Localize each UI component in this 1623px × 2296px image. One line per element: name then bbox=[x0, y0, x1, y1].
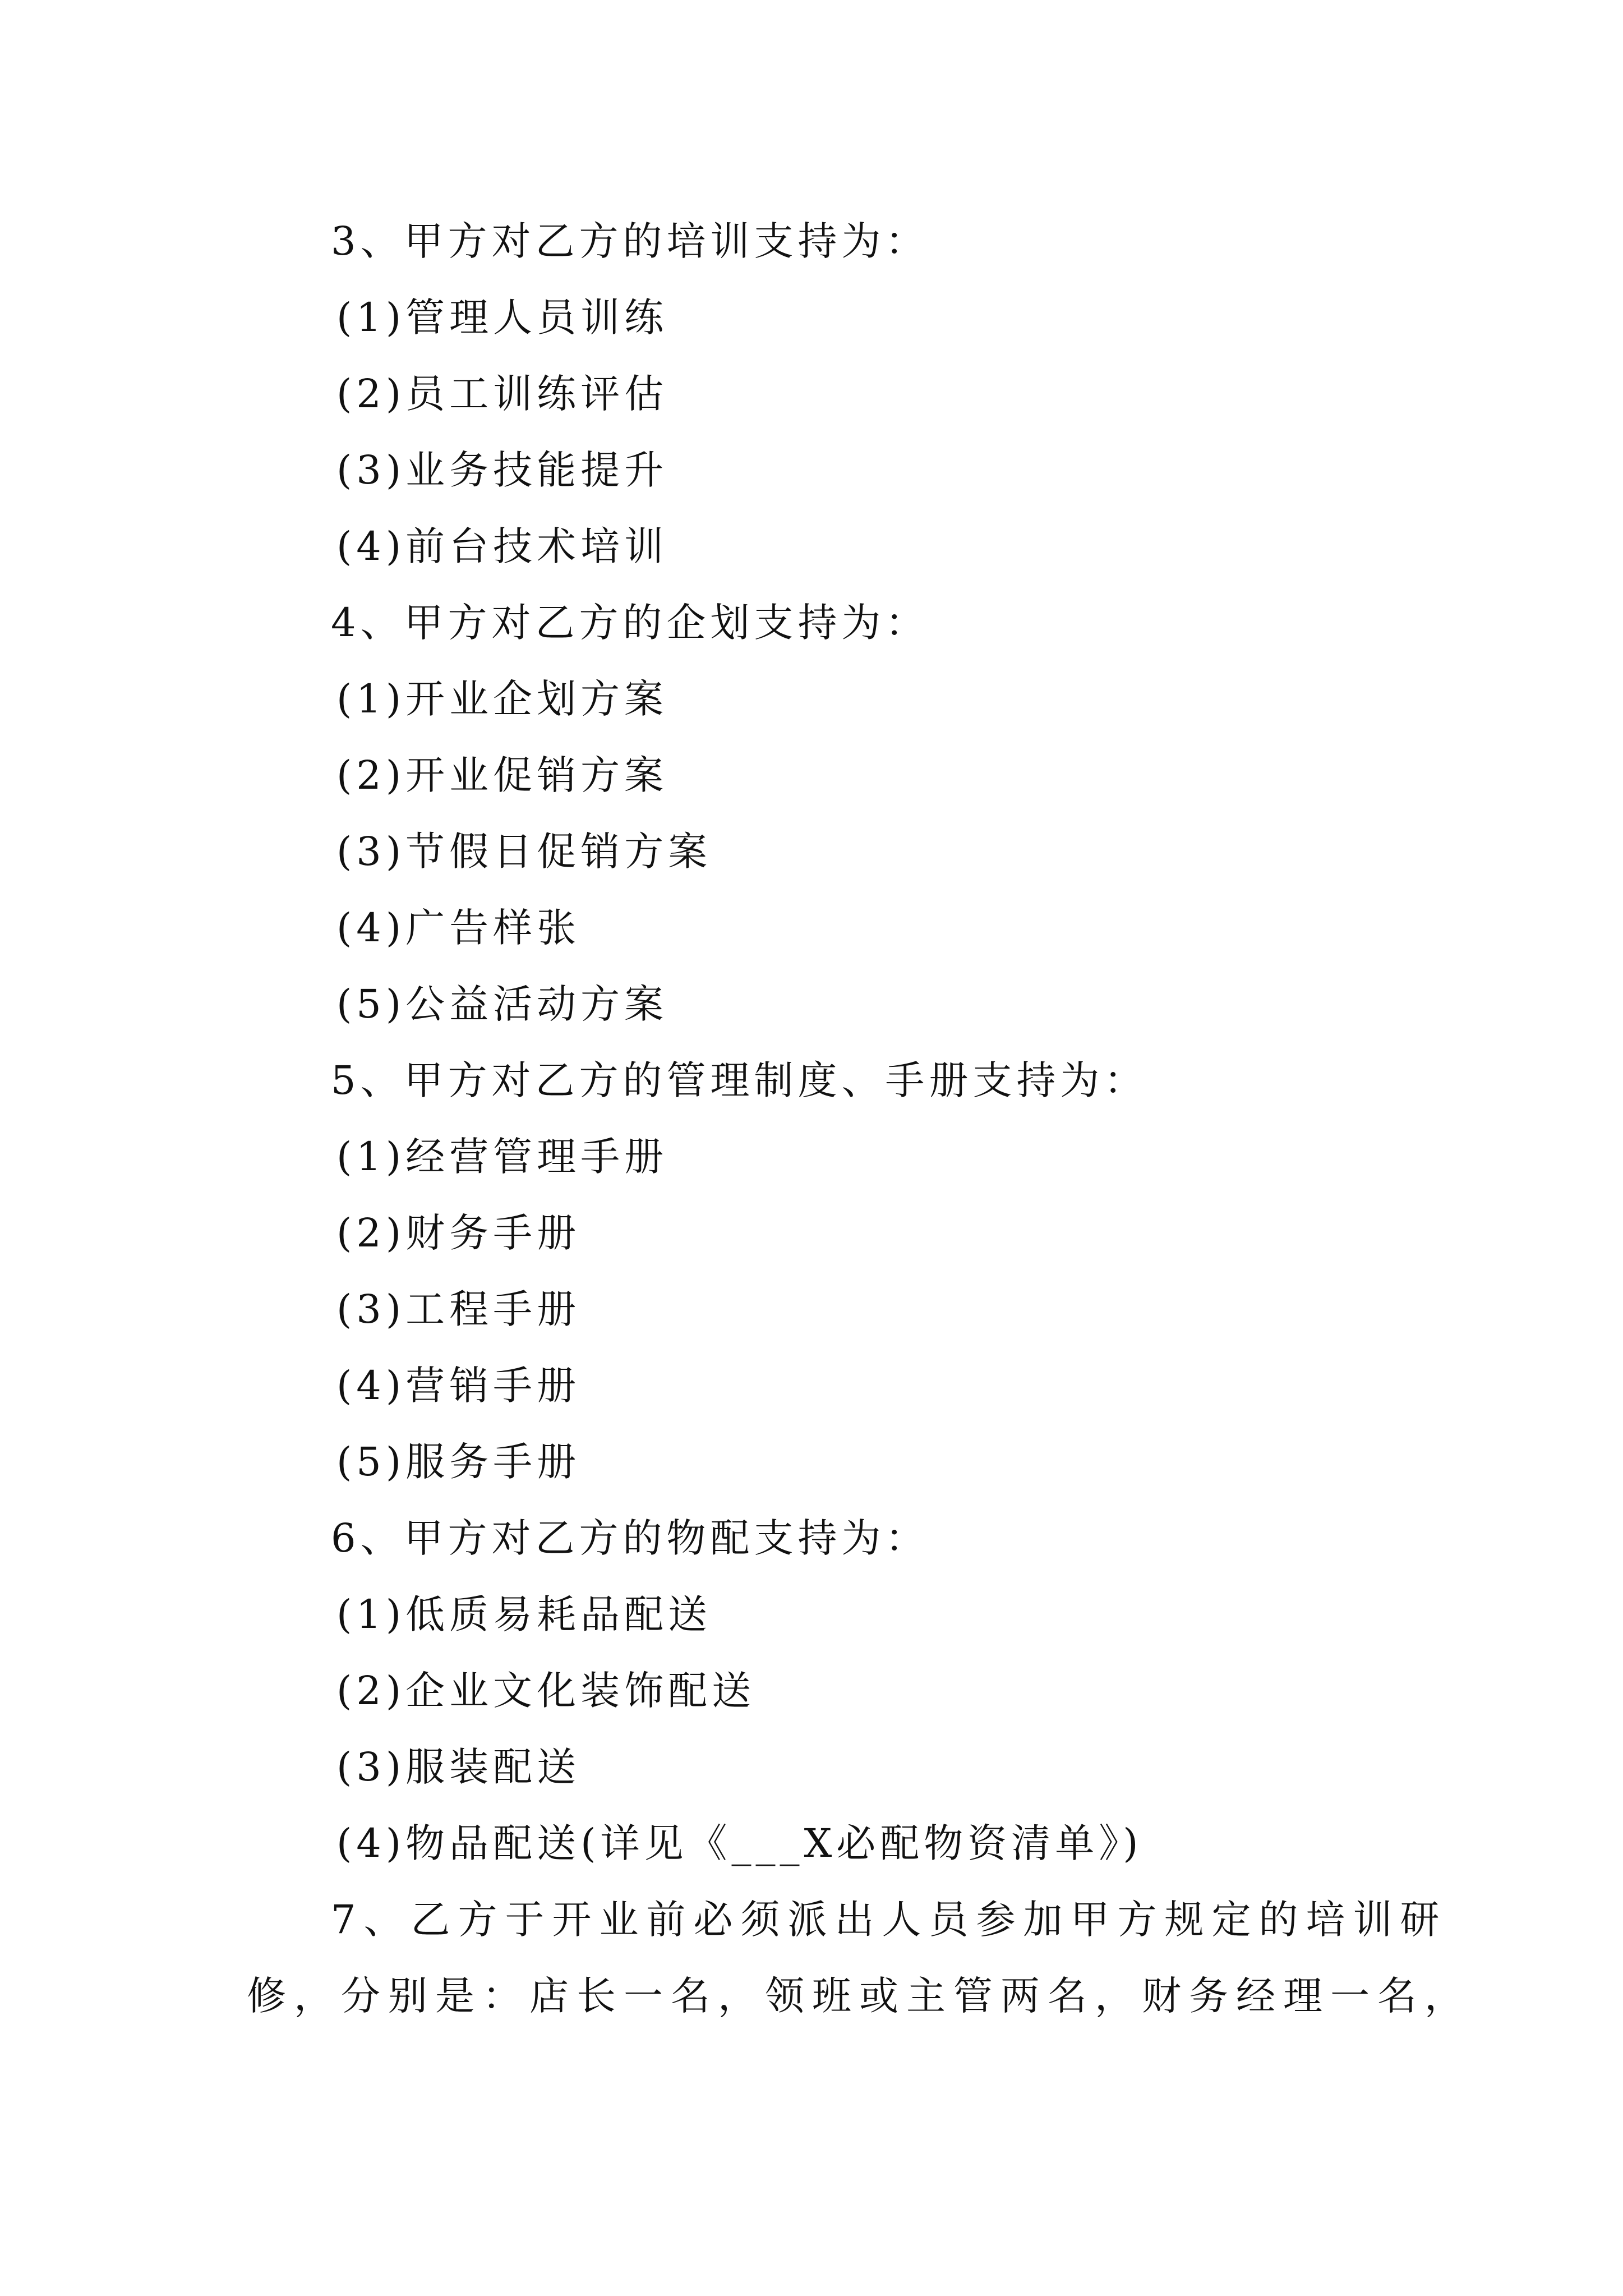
list-item: (4)物品配送(详见《___X必配物资清单》) bbox=[336, 1820, 1143, 1866]
list-item: (2)开业促销方案 bbox=[336, 752, 668, 798]
list-item: (3)业务技能提升 bbox=[336, 447, 668, 493]
list-item: (1)管理人员训练 bbox=[336, 295, 668, 341]
list-item: (4)前台技术培训 bbox=[336, 523, 668, 569]
list-item: (3)工程手册 bbox=[336, 1286, 581, 1332]
list-item: (5)服务手册 bbox=[336, 1439, 581, 1485]
list-item: (4)广告样张 bbox=[336, 905, 581, 951]
list-item: (1)经营管理手册 bbox=[336, 1134, 668, 1180]
list-item: (2)财务手册 bbox=[336, 1210, 581, 1256]
list-item: (4)营销手册 bbox=[336, 1363, 581, 1409]
list-item: (3)节假日促销方案 bbox=[336, 829, 712, 875]
section-heading-management: 5、甲方对乙方的管理制度、手册支持为： bbox=[331, 1057, 1148, 1103]
list-item: (1)开业企划方案 bbox=[336, 676, 668, 722]
list-item: (1)低质易耗品配送 bbox=[336, 1591, 712, 1637]
section-heading-training: 3、甲方对乙方的培训支持为： bbox=[331, 218, 929, 264]
list-item: (5)公益活动方案 bbox=[336, 981, 668, 1027]
section-heading-supplies: 6、甲方对乙方的物配支持为： bbox=[331, 1515, 929, 1561]
list-item: (3)服装配送 bbox=[336, 1744, 581, 1790]
paragraph-training-staff-line-1: 7、乙方于开业前必须派出人员参加甲方规定的培训研 bbox=[331, 1897, 1447, 1943]
list-item: (2)员工训练评估 bbox=[336, 371, 668, 417]
section-heading-planning: 4、甲方对乙方的企划支持为： bbox=[331, 600, 929, 646]
list-item: (2)企业文化装饰配送 bbox=[336, 1668, 756, 1714]
paragraph-training-staff-line-2: 修，分别是：店长一名，领班或主管两名，财务经理一名， bbox=[247, 1973, 1472, 2019]
